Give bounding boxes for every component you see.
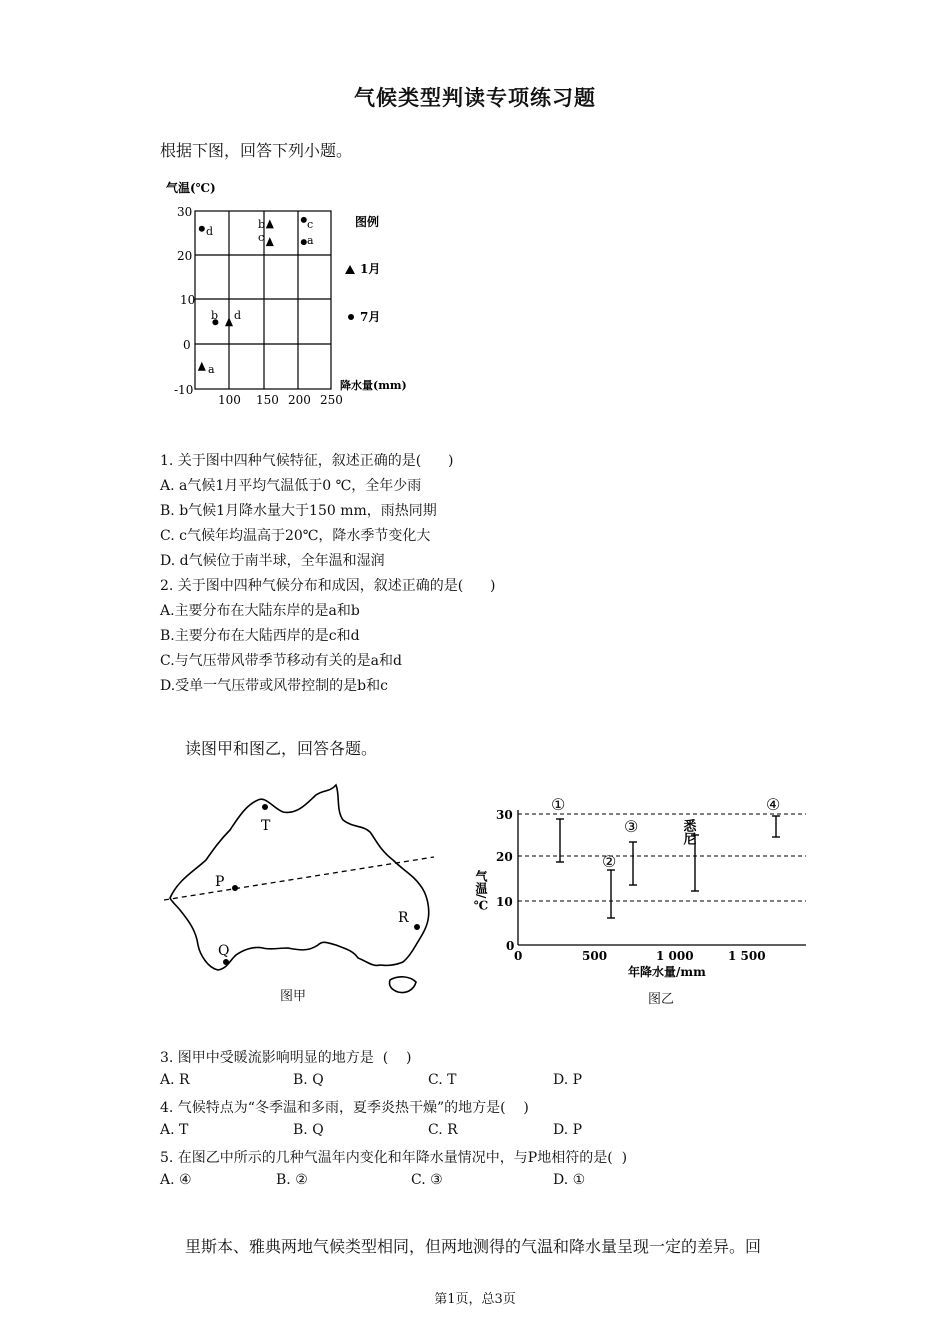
fig1-legend-jan: 1月 [360, 262, 381, 276]
fig1-point-label: a [307, 234, 314, 247]
q2-option-c[interactable]: C.与气压带风带季节移动有关的是a和d [160, 653, 402, 669]
fig2-ytick: 0 [506, 939, 515, 953]
scatter-point-b-1月 [266, 219, 274, 228]
fig1-ytick: 30 [177, 205, 193, 219]
q5-option-a[interactable]: A. ④ [160, 1172, 192, 1188]
fig2-label-sydney: 悉尼 [680, 819, 696, 845]
q3-option-b[interactable]: B. Q [293, 1072, 324, 1088]
q1-option-d[interactable]: D. d气候位于南半球，全年温和湿润 [160, 553, 385, 569]
map-label-P: P [215, 874, 225, 890]
fig2-ytick: 20 [496, 850, 513, 864]
scatter-point-d-1月 [225, 317, 233, 326]
q2-option-a[interactable]: A.主要分布在大陆东岸的是a和b [160, 603, 360, 619]
map-label-Q: Q [218, 943, 230, 959]
fig1-ytick: 0 [183, 338, 191, 352]
fig1-point-label: d [206, 225, 214, 238]
map-label-T: T [261, 818, 271, 834]
q2-option-d[interactable]: D.受单一气压带或风带控制的是b和c [160, 678, 388, 694]
q5-option-b[interactable]: B. ② [276, 1172, 308, 1188]
fig1-legend-jul: 7月 [360, 310, 381, 324]
section3-intro: 里斯本、雅典两地气候类型相同，但两地测得的气温和降水量呈现一定的差异。回 [185, 1237, 762, 1256]
fig2-xtick: 500 [582, 949, 608, 963]
fig2-ytick: 30 [496, 808, 513, 822]
q4-option-c[interactable]: C. R [428, 1122, 458, 1138]
q3-option-d[interactable]: D. P [553, 1072, 583, 1088]
q1-option-c[interactable]: C. c气候年均温高于20℃，降水季节变化大 [160, 528, 431, 544]
fig1-ytick: 10 [180, 293, 196, 307]
q3-option-c[interactable]: C. T [428, 1072, 457, 1088]
point-Q-icon [223, 959, 229, 965]
q5-option-c[interactable]: C. ③ [411, 1172, 443, 1188]
fig1-point-label: c [307, 218, 314, 231]
climate-scatter-figure [160, 176, 420, 412]
fig1-point-label: c [258, 231, 265, 244]
fig2-xtick: 1 000 [656, 949, 694, 963]
triangle-icon [345, 265, 355, 274]
fig1-xtick: 200 [288, 393, 311, 407]
q3-stem: 3. 图甲中受暖流影响明显的地方是 ( ) [160, 1050, 412, 1066]
fig1-xtick: 250 [320, 393, 343, 407]
tasmania-outline [389, 977, 416, 993]
map-label-R: R [398, 910, 409, 926]
fig2-label-3: ③ [624, 817, 639, 836]
point-R-icon [414, 924, 420, 930]
australia-outline [170, 785, 429, 970]
scatter-point-a-1月 [198, 362, 206, 371]
fig2-ytick: 10 [496, 895, 513, 909]
fig2-label-2: ② [602, 852, 617, 871]
scatter-point-d-7月 [199, 226, 205, 232]
fig1-point-label: d [234, 309, 242, 322]
section2-intro: 读图甲和图乙，回答各题。 [185, 739, 378, 758]
scatter-point-a-7月 [301, 239, 307, 245]
fig1-point-label: b [258, 218, 266, 231]
fig2-xtick: 0 [514, 949, 523, 963]
q2-stem: 2. 关于图中四种气候分布和成因，叙述正确的是( ) [160, 578, 496, 594]
fig1-legend-title: 图例 [355, 215, 380, 229]
page-title: 气候类型判读专项练习题 [354, 86, 596, 110]
scatter-point-c-1月 [266, 237, 274, 246]
section1-intro: 根据下图，回答下列小题。 [160, 141, 353, 160]
fig1-x-label: 降水量(mm) [340, 379, 407, 392]
fig2-label-1: ① [551, 795, 566, 814]
fig1-ytick: -10 [174, 383, 194, 397]
q4-option-b[interactable]: B. Q [293, 1122, 324, 1138]
fig1-point-label: b [211, 309, 219, 322]
map-caption: 图甲 [280, 989, 307, 1004]
temp-range-chart [474, 790, 813, 990]
fig1-y-label: 气温(℃) [166, 181, 216, 195]
q4-stem: 4. 气候特点为“冬季温和多雨，夏季炎热干燥”的地方是( ) [160, 1100, 529, 1116]
fig2-label-4: ④ [766, 795, 781, 814]
q1-option-a[interactable]: A. a气候1月平均气温低于0 ℃，全年少雨 [160, 478, 422, 494]
fig1-ytick: 20 [177, 249, 193, 263]
australia-map [158, 780, 448, 1010]
point-T-icon [262, 804, 268, 810]
q1-stem: 1. 关于图中四种气候特征，叙述正确的是( ) [160, 453, 454, 469]
scatter-point-c-7月 [301, 217, 307, 223]
q4-option-a[interactable]: A. T [160, 1122, 189, 1138]
q5-option-d[interactable]: D. ① [553, 1172, 586, 1188]
q3-option-a[interactable]: A. R [160, 1072, 190, 1088]
page-footer: 第1页，总3页 [434, 1292, 516, 1307]
fig2-y-label: 气温/℃ [474, 870, 488, 913]
fig1-point-label: a [208, 363, 215, 376]
fig2-caption: 图乙 [648, 992, 675, 1007]
dot-icon [348, 314, 354, 320]
fig2-x-label: 年降水量/mm [628, 965, 706, 979]
fig2-xtick: 1 500 [728, 949, 766, 963]
q2-option-b[interactable]: B.主要分布在大陆西岸的是c和d [160, 628, 360, 644]
point-P-icon [232, 885, 238, 891]
fig1-xtick: 100 [218, 393, 241, 407]
q4-option-d[interactable]: D. P [553, 1122, 583, 1138]
fig1-xtick: 150 [256, 393, 279, 407]
q1-option-b[interactable]: B. b气候1月降水量大于150 mm，雨热同期 [160, 503, 437, 519]
q5-stem: 5. 在图乙中所示的几种气温年内变化和年降水量情况中，与P地相符的是( ) [160, 1150, 628, 1166]
